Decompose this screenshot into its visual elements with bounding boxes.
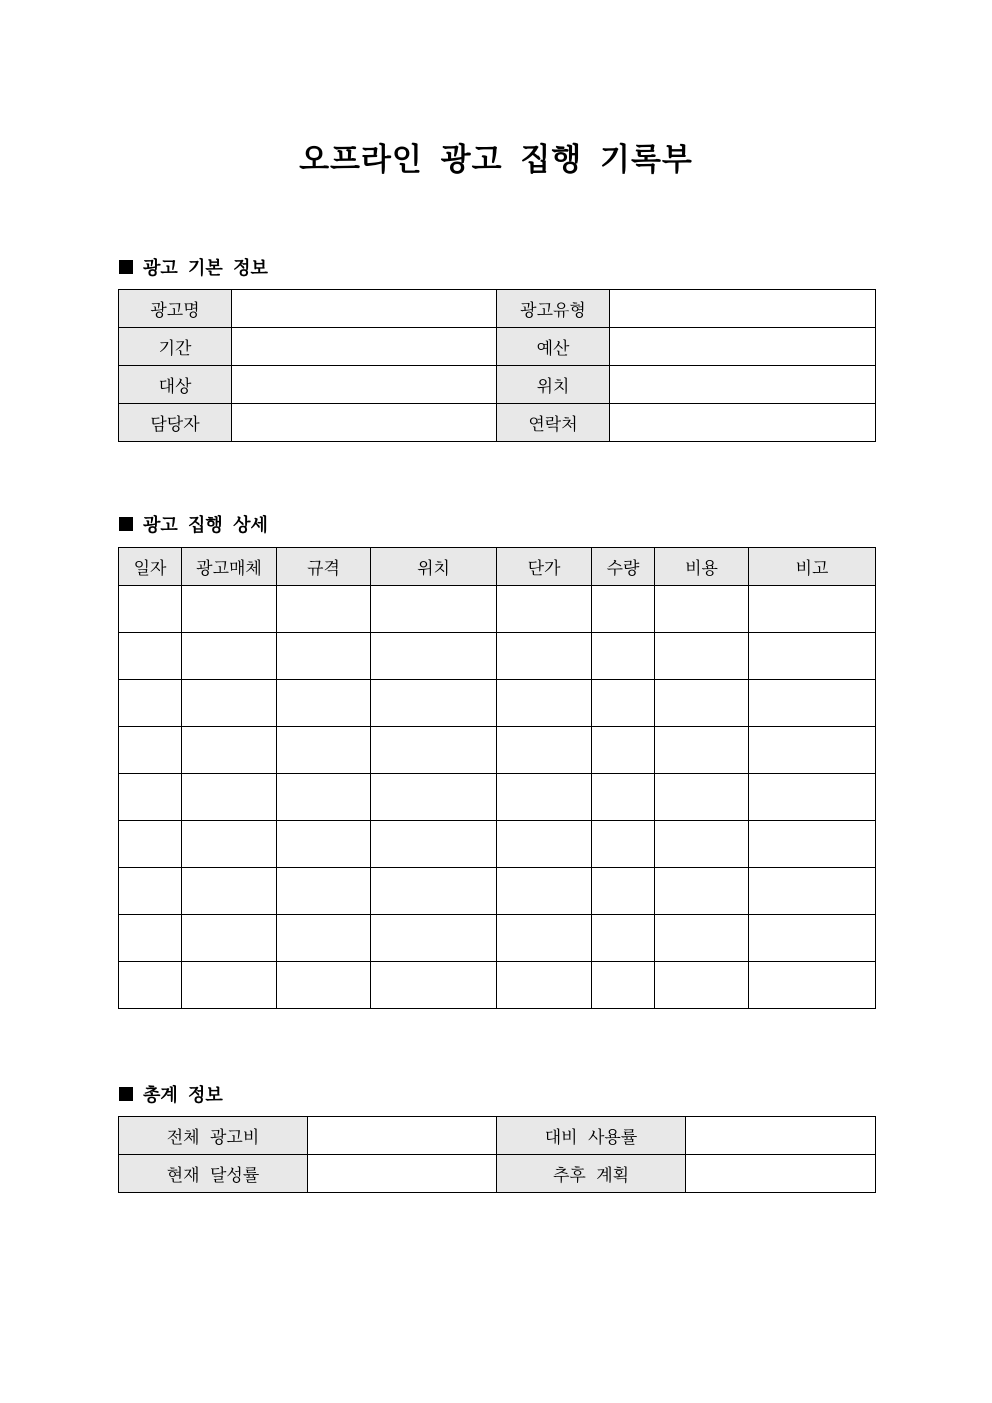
cell-media[interactable] [182,586,277,633]
label-future-plan: 추후 계획 [497,1155,686,1193]
cell-cost[interactable] [655,868,749,915]
cell-media[interactable] [182,774,277,821]
cell-unit-price[interactable] [497,586,592,633]
cell-cost[interactable] [655,586,749,633]
column-header-remarks: 비고 [749,548,876,586]
cell-location[interactable] [371,633,497,680]
cell-media[interactable] [182,868,277,915]
column-header-cost: 비용 [655,548,749,586]
cell-location[interactable] [371,962,497,1009]
cell-location[interactable] [371,774,497,821]
cell-remarks[interactable] [749,962,876,1009]
section-heading-detail [119,511,268,537]
field-period[interactable] [232,328,497,366]
cell-media[interactable] [182,915,277,962]
cell-cost[interactable] [655,633,749,680]
cell-cost[interactable] [655,962,749,1009]
cell-date[interactable] [119,962,182,1009]
cell-remarks[interactable] [749,774,876,821]
table-row [119,821,876,868]
cell-media[interactable] [182,962,277,1009]
cell-cost[interactable] [655,821,749,868]
document-title: 오프라인 광고 집행 기록부 [299,142,693,178]
cell-spec[interactable] [277,962,371,1009]
field-achievement-rate[interactable] [308,1155,497,1193]
table-row [119,868,876,915]
cell-spec[interactable] [277,727,371,774]
table-row [119,586,876,633]
cell-quantity[interactable] [592,633,655,680]
table-row [119,290,876,328]
cell-quantity[interactable] [592,868,655,915]
cell-quantity[interactable] [592,915,655,962]
cell-spec[interactable] [277,774,371,821]
cell-spec[interactable] [277,821,371,868]
table-row [119,366,876,404]
square-bullet-icon [119,517,133,531]
column-header-media: 광고매체 [182,548,277,586]
cell-remarks[interactable] [749,633,876,680]
column-header-date: 일자 [119,548,182,586]
field-budget[interactable] [610,328,876,366]
table-header-row [119,548,876,586]
cell-spec[interactable] [277,633,371,680]
column-header-unit-price: 단가 [497,548,592,586]
cell-media[interactable] [182,633,277,680]
cell-remarks[interactable] [749,727,876,774]
cell-unit-price[interactable] [497,727,592,774]
label-location: 위치 [497,366,610,404]
cell-location[interactable] [371,821,497,868]
label-period: 기간 [119,328,232,366]
cell-quantity[interactable] [592,680,655,727]
field-contact[interactable] [610,404,876,442]
execution-detail-table [118,547,876,1009]
field-ad-name[interactable] [232,290,497,328]
summary-table [118,1116,876,1193]
cell-unit-price[interactable] [497,821,592,868]
cell-remarks[interactable] [749,586,876,633]
section-heading-detail-text: 광고 집행 상세 [143,515,268,536]
cell-date[interactable] [119,915,182,962]
cell-unit-price[interactable] [497,680,592,727]
table-row [119,1155,876,1193]
table-row [119,727,876,774]
label-ad-type: 광고유형 [497,290,610,328]
table-row [119,404,876,442]
cell-spec[interactable] [277,586,371,633]
cell-unit-price[interactable] [497,868,592,915]
cell-unit-price[interactable] [497,915,592,962]
cell-quantity[interactable] [592,821,655,868]
cell-quantity[interactable] [592,727,655,774]
cell-cost[interactable] [655,680,749,727]
cell-quantity[interactable] [592,774,655,821]
label-usage-rate: 대비 사용률 [497,1117,686,1155]
field-future-plan[interactable] [686,1155,876,1193]
label-contact: 연락처 [497,404,610,442]
table-row [119,774,876,821]
cell-unit-price[interactable] [497,962,592,1009]
section-heading-summary [119,1081,223,1107]
cell-date[interactable] [119,633,182,680]
cell-date[interactable] [119,821,182,868]
cell-date[interactable] [119,774,182,821]
cell-location[interactable] [371,868,497,915]
cell-date[interactable] [119,680,182,727]
table-row [119,962,876,1009]
cell-date[interactable] [119,586,182,633]
cell-cost[interactable] [655,774,749,821]
section-heading-summary-text: 총계 정보 [143,1085,223,1106]
field-location[interactable] [610,366,876,404]
cell-unit-price[interactable] [497,774,592,821]
table-row [119,680,876,727]
cell-unit-price[interactable] [497,633,592,680]
square-bullet-icon [119,260,133,274]
cell-quantity[interactable] [592,586,655,633]
column-header-location: 위치 [371,548,497,586]
label-budget: 예산 [497,328,610,366]
field-target[interactable] [232,366,497,404]
cell-spec[interactable] [277,915,371,962]
square-bullet-icon [119,1087,133,1101]
field-usage-rate[interactable] [686,1117,876,1155]
table-row [119,633,876,680]
section-heading-basic [119,254,268,280]
label-manager: 담당자 [119,404,232,442]
cell-remarks[interactable] [749,915,876,962]
cell-spec[interactable] [277,680,371,727]
field-manager[interactable] [232,404,497,442]
cell-location[interactable] [371,680,497,727]
table-row [119,915,876,962]
cell-cost[interactable] [655,915,749,962]
cell-quantity[interactable] [592,962,655,1009]
cell-date[interactable] [119,868,182,915]
label-total-ad-cost: 전체 광고비 [119,1117,308,1155]
section-heading-basic-text: 광고 기본 정보 [143,258,268,279]
cell-date[interactable] [119,727,182,774]
table-row [119,1117,876,1155]
label-ad-name: 광고명 [119,290,232,328]
cell-remarks[interactable] [749,821,876,868]
basic-info-table [118,289,876,442]
cell-media[interactable] [182,727,277,774]
cell-remarks[interactable] [749,868,876,915]
cell-location[interactable] [371,915,497,962]
table-row [119,328,876,366]
cell-spec[interactable] [277,868,371,915]
cell-location[interactable] [371,586,497,633]
cell-location[interactable] [371,727,497,774]
label-target: 대상 [119,366,232,404]
column-header-quantity: 수량 [592,548,655,586]
field-total-ad-cost[interactable] [308,1117,497,1155]
cell-media[interactable] [182,680,277,727]
column-header-spec: 규격 [277,548,371,586]
label-achievement-rate: 현재 달성률 [119,1155,308,1193]
cell-remarks[interactable] [749,680,876,727]
field-ad-type[interactable] [610,290,876,328]
cell-cost[interactable] [655,727,749,774]
cell-media[interactable] [182,821,277,868]
